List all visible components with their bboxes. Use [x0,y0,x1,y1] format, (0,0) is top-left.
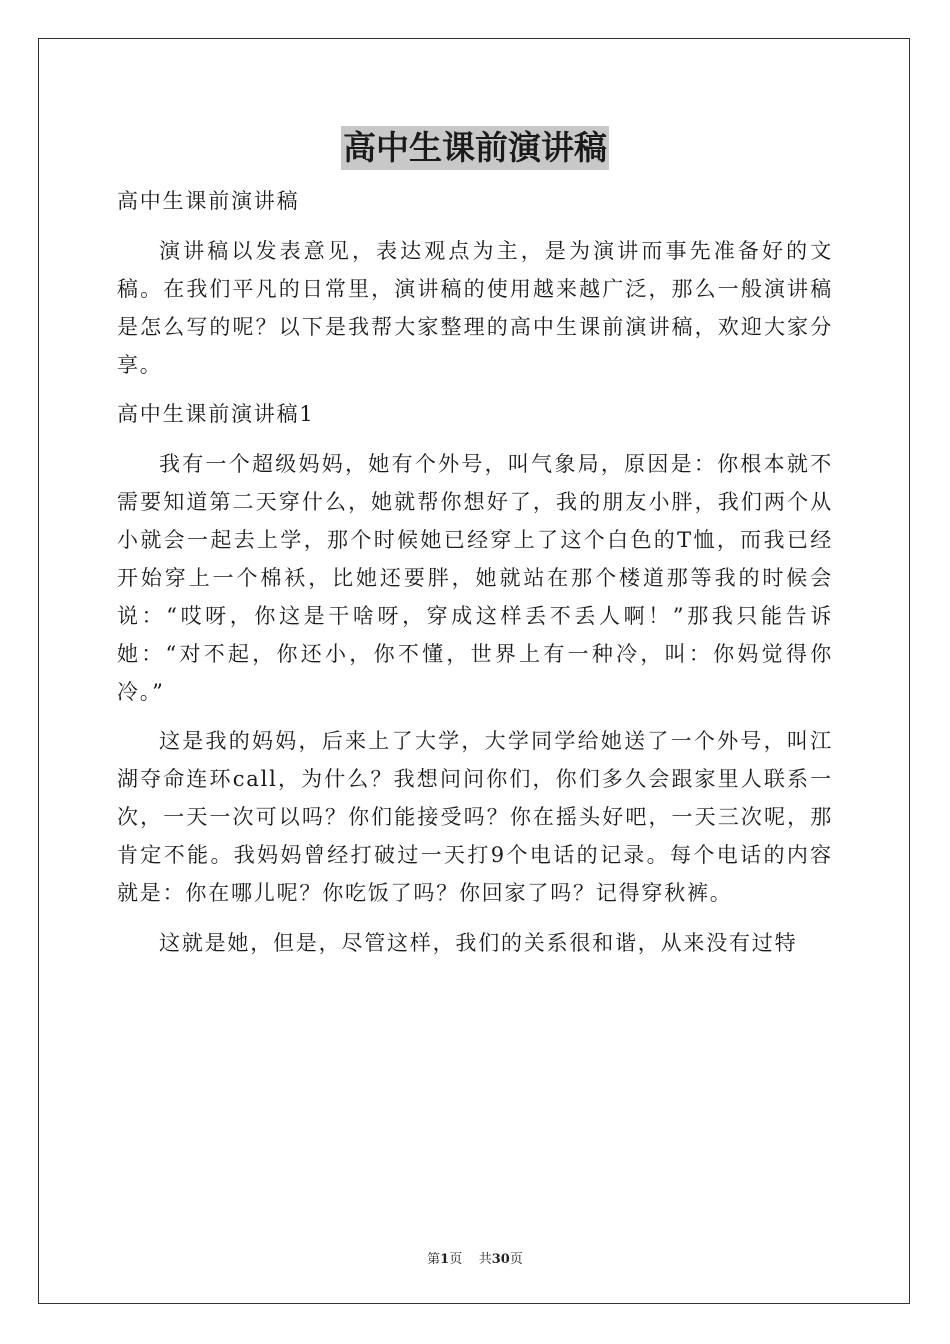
page-current: 1 [440,1252,450,1267]
total-prefix: 共 [478,1252,492,1267]
total-unit: 页 [509,1252,523,1267]
page-footer [0,1248,950,1267]
document-body [117,182,833,962]
intro-paragraph: 演讲稿以发表意见，表达观点为主，是为演讲而事先准备好的文稿。在我们平凡的日常里，演讲稿的使用越来越广泛，那么一般演讲稿是怎么写的呢？以下是我帮大家整理的高中生课前演讲稿，欢迎大家分享。 [117,238,833,377]
section-heading-1: 高中生课前演讲稿1 [117,402,315,426]
body-paragraph: 这就是她，但是，尽管这样，我们的关系很和谐，从来没有过特 [159,930,798,955]
subtitle-heading: 高中生课前演讲稿 [117,189,300,213]
title-wrap [0,126,950,170]
page-unit: 页 [449,1252,463,1267]
page-prefix: 第 [427,1252,441,1267]
page-total: 30 [491,1252,510,1267]
page-title: 高中生课前演讲稿 [341,126,609,170]
body-paragraph: 这是我的妈妈，后来上了大学，大学同学给她送了一个外号，叫江湖夺命连环call，为什么？我想问问你们，你们多久会跟家里人联系一次，一天一次可以吗？你们能接受吗？你在摇头好吧，一天三次呢，那肯定不能。我妈妈曾经打破过一天打9个电话的记录。每个电话的内容就是：你在哪儿呢？你吃饭了吗？你回家了吗？记得穿秋裤。 [117,729,833,905]
body-paragraph: 我有一个超级妈妈，她有个外号，叫气象局，原因是：你根本就不需要知道第二天穿什么，她就帮你想好了，我的朋友小胖，我们两个从小就会一起去上学，那个时候她已经穿上了这个白色的T恤，而我已经开始穿上一个棉袄，比她还要胖，她就站在那个楼道那等我的时候会说：“哎呀，你这是干啥呀，穿成这样丢不丢人啊！”那我只能告诉她：“对不起，你还小，你不懂，世界上有一种冷，叫：你妈觉得你冷。” [117,451,833,704]
